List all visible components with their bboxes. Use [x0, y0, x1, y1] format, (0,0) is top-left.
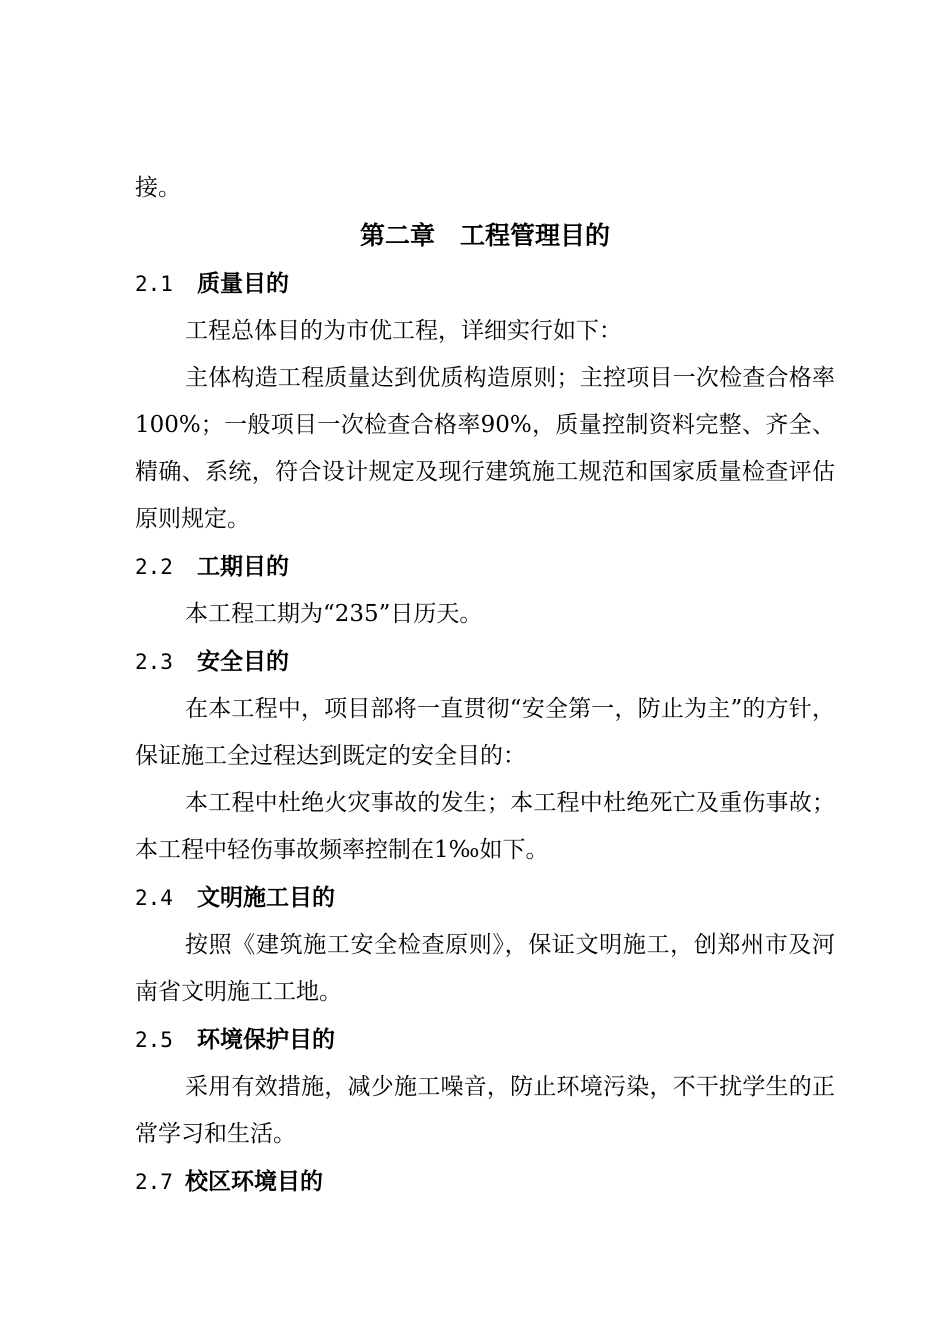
- section-heading-2-5: [135, 1016, 835, 1064]
- paragraph: 按照《建筑施工安全检查原则》，保证文明施工，创郑州市及河南省文明施工工地。: [135, 932, 835, 1005]
- document-page: [135, 165, 835, 1206]
- paragraph: 采用有效措施，减少施工噪音，防止环境污染，不干扰学生的正常学习和生活。: [135, 1074, 835, 1147]
- section-number: 2.3: [135, 650, 173, 674]
- section-heading-2-3: [135, 638, 835, 686]
- section-title: 校区环境目的: [185, 1169, 323, 1195]
- paragraph: 主体构造工程质量达到优质构造原则；主控项目一次检查合格率100%；一般项目一次检查合格率90%，质量控制资料完整、齐全、精确、系统，符合设计规定及现行建筑施工规范和国家质量检查评估原则规定。: [135, 365, 835, 532]
- paragraph: 工程总体目的为市优工程，详细实行如下：: [185, 318, 622, 344]
- section-title: 工期目的: [197, 554, 289, 580]
- section-number: 2.7: [135, 1170, 173, 1194]
- section-title: 质量目的: [197, 271, 289, 297]
- paragraph: 本工程中杜绝火灾事故的发生；本工程中杜绝死亡及重伤事故；本工程中轻伤事故频率控制在1‰如下。: [135, 790, 835, 863]
- section-heading-2-2: [135, 543, 835, 591]
- chapter-title: 第二章 工程管理目的: [359, 221, 610, 250]
- section-number: 2.2: [135, 555, 173, 579]
- section-heading-2-4: [135, 874, 835, 922]
- section-title: 安全目的: [197, 649, 289, 675]
- paragraph: 本工程工期为“235”日历天。: [185, 601, 483, 627]
- section-heading-2-1: [135, 260, 835, 308]
- section-number: 2.5: [135, 1028, 173, 1052]
- paragraph: 在本工程中，项目部将一直贯彻“安全第一，防止为主”的方针，保证施工全过程达到既定的安全目的：: [135, 696, 835, 769]
- section-title: 文明施工目的: [197, 885, 335, 911]
- section-heading-2-7: [135, 1158, 835, 1206]
- lead-line: 接。: [135, 175, 181, 201]
- section-number: 2.1: [135, 272, 173, 296]
- section-title: 环境保护目的: [197, 1027, 335, 1053]
- section-number: 2.4: [135, 886, 173, 910]
